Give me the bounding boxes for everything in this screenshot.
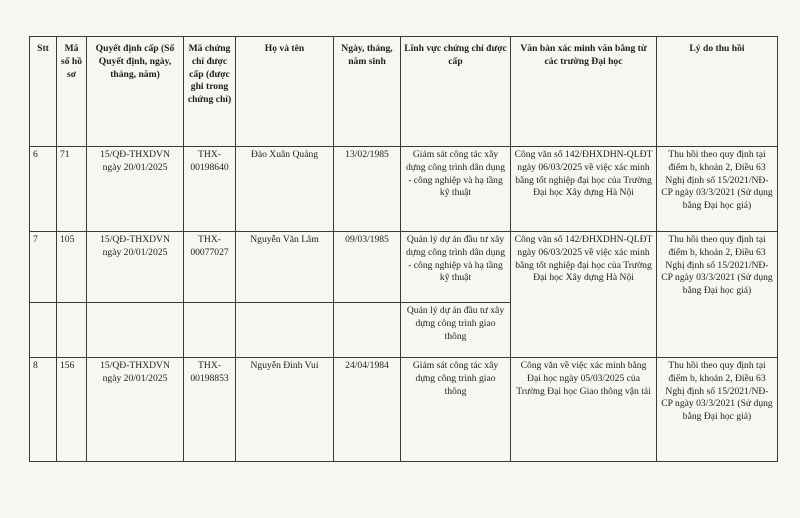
header-van-ban: Văn bản xác minh văn bằng từ các trường Đại học <box>511 37 657 147</box>
cell-linh-vuc-2: Quản lý dự án đầu tư xây dựng công trình giao thông <box>401 303 511 358</box>
cell-ma-ho-so: 71 <box>57 147 87 232</box>
cell-stt: 7 <box>30 232 57 303</box>
header-linh-vuc: Lĩnh vực chứng chỉ được cấp <box>401 37 511 147</box>
header-ho-ten: Họ và tên <box>236 37 334 147</box>
cell-stt: 8 <box>30 358 57 462</box>
cell-van-ban: Công văn về việc xác minh bằng Đại học ngày 05/03/2025 của Trường Đại học Giao thông vận tải <box>511 358 657 462</box>
cell-van-ban: Công văn số 142/ĐHXDHN-QLĐT ngày 06/03/2025 về việc xác minh bằng tốt nghiệp đại học của Trường Đại học Xây dựng Hà Nội <box>511 147 657 232</box>
cell-empty <box>87 303 184 358</box>
header-quyet-dinh: Quyết định cấp (Số Quyết định, ngày, tháng, năm) <box>87 37 184 147</box>
cell-ngay-sinh: 13/02/1985 <box>334 147 401 232</box>
cell-stt: 6 <box>30 147 57 232</box>
cell-ngay-sinh: 09/03/1985 <box>334 232 401 303</box>
cell-empty <box>30 303 57 358</box>
cell-empty <box>334 303 401 358</box>
cell-quyet-dinh: 15/QĐ-THXDVN ngày 20/01/2025 <box>87 358 184 462</box>
cell-ma-chung-chi: THX-00198640 <box>184 147 236 232</box>
table-row <box>30 358 778 462</box>
header-ly-do: Lý do thu hồi <box>657 37 778 147</box>
cell-ho-ten: Nguyễn Đình Vui <box>236 358 334 462</box>
cell-linh-vuc: Giám sát công tác xây dựng công trình giao thông <box>401 358 511 462</box>
cell-empty <box>184 303 236 358</box>
revocation-table <box>29 36 778 462</box>
cell-ly-do: Thu hồi theo quy định tại điểm b, khoản 2, Điều 63 Nghị định số 15/2021/NĐ-CP ngày 03/3/2021 (Sử dụng bằng Đại học giả) <box>657 147 778 232</box>
table-row <box>30 232 778 303</box>
cell-ma-chung-chi: THX-00077027 <box>184 232 236 303</box>
cell-ly-do: Thu hồi theo quy định tại điểm b, khoản 2, Điều 63 Nghị định số 15/2021/NĐ-CP ngày 03/3/2021 (Sử dụng bằng Đại học giả) <box>657 358 778 462</box>
header-ngay-sinh: Ngày, tháng, năm sinh <box>334 37 401 147</box>
cell-ho-ten: Đào Xuân Quảng <box>236 147 334 232</box>
cell-quyet-dinh: 15/QĐ-THXDVN ngày 20/01/2025 <box>87 232 184 303</box>
cell-ma-chung-chi: THX-00198853 <box>184 358 236 462</box>
table-row <box>30 147 778 232</box>
cell-ma-ho-so: 156 <box>57 358 87 462</box>
cell-van-ban: Công văn số 142/ĐHXDHN-QLĐT ngày 06/03/2025 về việc xác minh bằng tốt nghiệp đại học của Trường Đại học Xây dựng Hà Nội <box>511 232 657 358</box>
cell-ho-ten: Nguyễn Văn Lâm <box>236 232 334 303</box>
cell-empty <box>236 303 334 358</box>
cell-ly-do: Thu hồi theo quy định tại điểm b, khoản 2, Điều 63 Nghị định số 15/2021/NĐ-CP ngày 03/3/2021 (Sử dụng bằng Đại học giả) <box>657 232 778 358</box>
cell-ma-ho-so: 105 <box>57 232 87 303</box>
header-ma-ho-so: Mã số hồ sơ <box>57 37 87 147</box>
cell-quyet-dinh: 15/QĐ-THXDVN ngày 20/01/2025 <box>87 147 184 232</box>
cell-empty <box>57 303 87 358</box>
cell-linh-vuc: Giám sát công tác xây dựng công trình dân dụng - công nghiệp và hạ tầng kỹ thuật <box>401 147 511 232</box>
header-ma-chung-chi: Mã chứng chỉ được cấp (được ghi trong chứng chỉ) <box>184 37 236 147</box>
header-row <box>30 37 778 147</box>
cell-linh-vuc: Quản lý dự án đầu tư xây dựng công trình dân dụng - công nghiệp và hạ tầng kỹ thuật <box>401 232 511 303</box>
cell-ngay-sinh: 24/04/1984 <box>334 358 401 462</box>
header-stt: Stt <box>30 37 57 147</box>
